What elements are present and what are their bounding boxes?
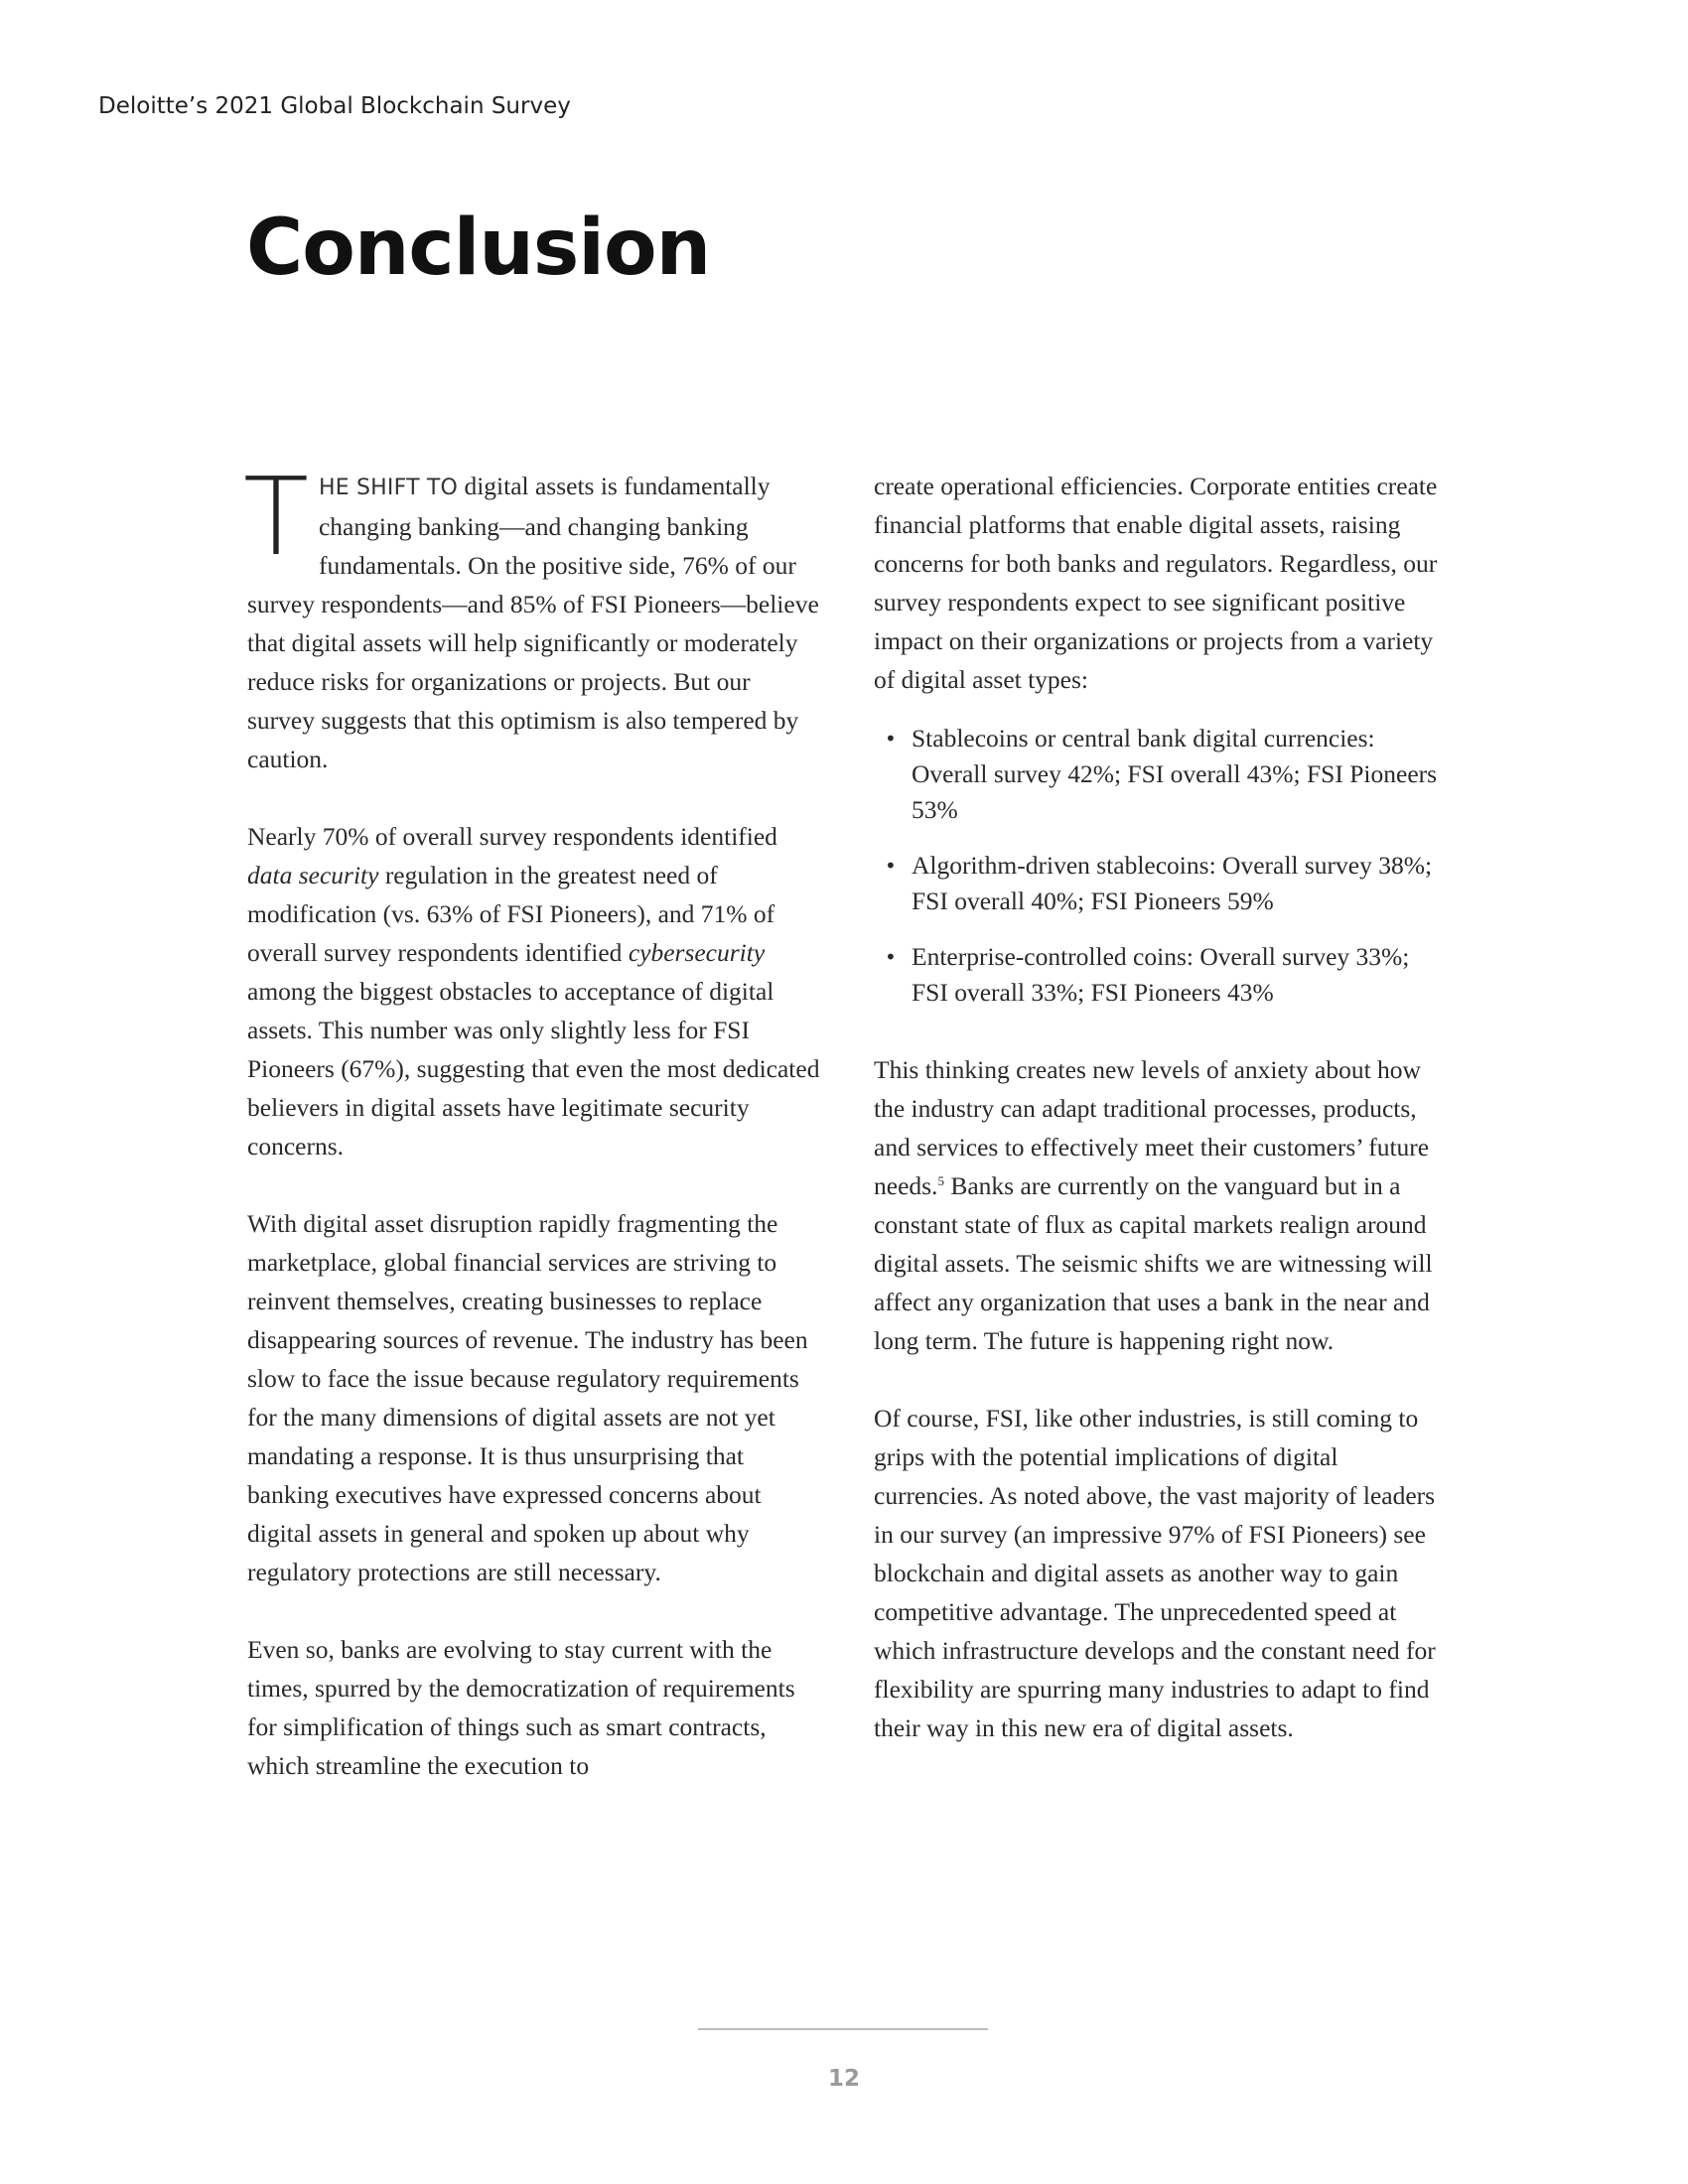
drop-cap: T — [243, 456, 309, 580]
bullet-icon: • — [885, 854, 897, 878]
list-item-text: Algorithm-driven stablecoins: Overall survey 38%; FSI overall 40%; FSI Pioneers 59% — [912, 851, 1433, 915]
left-column — [243, 456, 823, 1824]
right-column — [874, 467, 1450, 1786]
list-item-text: Enterprise-controlled coins: Overall survey 33%; FSI overall 33%; FSI Pioneers 43% — [912, 942, 1410, 1007]
text-run: Nearly 70% of overall survey respondents identified — [247, 822, 777, 851]
running-header: Deloitte’s 2021 Global Blockchain Survey — [98, 93, 571, 119]
bullet-icon: • — [885, 945, 897, 969]
footnote-ref: 5 — [937, 1173, 944, 1188]
paragraph-text: digital assets is fundamentally changing banking—and changing banking fundamentals. On the positive side, 76% of our survey respondents—and 85% of FSI Pioneers—believe that digital assets will help significantly or moderately reduce risks for organizations or projects. But our survey suggests that this optimism is also tempered by caution. — [247, 472, 819, 773]
paragraph-security — [247, 817, 823, 1165]
paragraph-intro — [243, 456, 823, 778]
paragraph-anxiety — [874, 1050, 1450, 1360]
text-run: regulation in the greatest need of modification (vs. 63% of FSI Pioneers), and 71% of overall survey respondents identified — [247, 861, 775, 967]
list-item — [874, 721, 1450, 828]
paragraph-fsi: Of course, FSI, like other industries, is still coming to grips with the potential implications of digital currencies. As noted above, the vast majority of leaders in our survey (an impressive 97% of FSI Pioneers) see blockchain and digital assets as another way to gain competitive advantage. The unprecedented speed at which infrastructure develops and the constant need for flexibility are spurring many industries to adapt to find their way in this new era of digital assets. — [874, 1404, 1436, 1742]
italic-term: data security — [247, 861, 379, 889]
text-run: This thinking creates new levels of anxiety about how the industry can adapt traditional processes, products, and services to effectively meet their customers’ future needs. — [874, 1055, 1430, 1200]
text-run: among the biggest obstacles to acceptance of digital assets. This number was only slightly less for FSI Pioneers (67%), suggesting that even the most dedicated believers in digital assets have legitimate security concerns. — [247, 977, 820, 1160]
page-title: Conclusion — [246, 204, 711, 293]
footer-divider — [698, 2028, 988, 2030]
bullet-icon: • — [885, 727, 897, 751]
list-item — [874, 939, 1450, 1011]
paragraph-banks-evolving: Even so, banks are evolving to stay current with the times, spurred by the democratization of requirements for simplification of things such as smart contracts, which streamline the execution to — [247, 1635, 795, 1780]
paragraph-disruption: With digital asset disruption rapidly fragmenting the marketplace, global financial services are striving to reinvent themselves, creating businesses to replace disappearing sources of revenue. The industry has been slow to face the issue because regulatory requirements for the many dimensions of digital assets are not yet mandating a response. It is thus unsurprising that banking executives have expressed concerns about digital assets in general and spoken up about why regulatory protections are still necessary. — [247, 1209, 808, 1586]
list-item-text: Stablecoins or central bank digital currencies: Overall survey 42%; FSI overall 43%; FSI Pioneers 53% — [912, 724, 1438, 824]
text-run: Banks are currently on the vanguard but in a constant state of flux as capital markets realign around digital assets. The seismic shifts we are witnessing will affect any organization that uses a bank in the near and long term. The future is happening right now. — [874, 1171, 1433, 1355]
page-number: 12 — [827, 2066, 860, 2092]
italic-term: cybersecurity — [628, 938, 766, 967]
paragraph-operational: create operational efficiencies. Corporate entities create financial platforms that enable digital assets, raising concerns for both banks and regulators. Regardless, our survey respondents expect to see significant positive impact on their organizations or projects from a variety of digital asset types: — [874, 472, 1438, 694]
lead-in: HE SHIFT TO — [318, 476, 459, 500]
list-item — [874, 848, 1450, 919]
asset-types-list — [874, 721, 1450, 1011]
